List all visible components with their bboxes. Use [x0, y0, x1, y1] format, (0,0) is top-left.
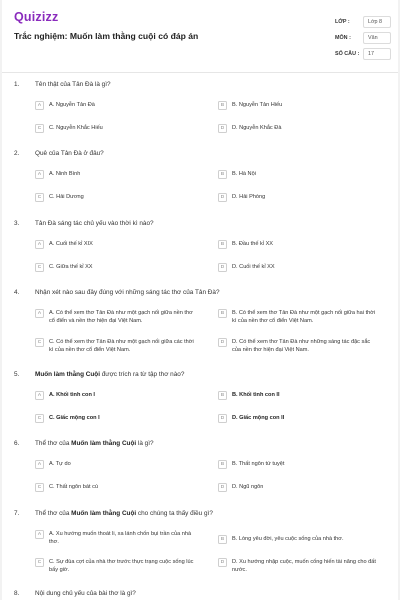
option-text: C. Giữa thế kỉ XX	[49, 264, 93, 270]
question-6	[14, 440, 390, 490]
option-text: B. Đầu thế kỉ XX	[232, 241, 274, 247]
option-text: D. Ngũ ngôn	[232, 484, 264, 490]
meta-label: MÔN :	[335, 34, 351, 41]
option-text: B. Thất ngôn tứ tuyệt	[232, 461, 285, 467]
option-badge: D	[218, 124, 227, 133]
option-badge: C	[35, 263, 44, 272]
option-a[interactable]	[35, 461, 197, 469]
option-text: D. Có thể xem thơ Tản Đà như những sáng tác đặc sắc của nền thơ hiện đại Việt Nam.	[232, 339, 371, 353]
option-b[interactable]	[218, 171, 380, 179]
meta-label: SỐ CÂU :	[335, 50, 360, 57]
option-text: C. Giấc mộng con I	[49, 415, 100, 421]
option-d[interactable]	[218, 264, 380, 272]
option-badge: C	[35, 414, 44, 423]
option-badge: B	[218, 240, 227, 249]
option-badge: B	[218, 460, 227, 469]
option-a[interactable]	[35, 171, 197, 179]
option-badge: C	[35, 483, 44, 492]
question-8	[14, 590, 390, 600]
option-c[interactable]	[35, 484, 197, 492]
option-text: C. Nguyễn Khắc Hiếu	[49, 125, 103, 131]
option-text: C. Sự đùa cợt của nhà thơ trước thực trạng cuộc sống lúc bấy giờ.	[49, 559, 194, 573]
question-number: 7.	[14, 510, 20, 517]
option-badge: A	[35, 240, 44, 249]
header-divider	[2, 72, 398, 73]
option-badge: C	[35, 558, 44, 567]
question-2	[14, 150, 390, 200]
option-badge: B	[218, 101, 227, 110]
poem-title: Muốn làm thằng Cuội	[35, 371, 100, 378]
quizizz-logo: Quizizz	[14, 10, 59, 24]
option-text: D. Nguyễn Khắc Đà	[232, 125, 282, 131]
question-text	[35, 371, 184, 378]
question-number: 5.	[14, 371, 20, 378]
option-text: A. Nguyễn Tản Đà	[49, 102, 95, 108]
question-text	[35, 440, 154, 447]
option-badge: C	[35, 124, 44, 133]
option-badge: D	[218, 483, 227, 492]
question-7	[14, 510, 390, 573]
option-badge: B	[218, 309, 227, 318]
option-a[interactable]	[35, 392, 197, 400]
option-c[interactable]	[35, 194, 197, 202]
option-c[interactable]	[35, 415, 197, 423]
option-d[interactable]	[218, 125, 380, 133]
question-3	[14, 220, 390, 270]
option-badge: D	[218, 558, 227, 567]
meta-panel	[335, 14, 391, 62]
meta-row-grade	[335, 14, 391, 29]
option-b[interactable]	[218, 241, 380, 249]
question-number: 2.	[14, 150, 20, 157]
option-text: A. Ninh Bình	[49, 171, 81, 177]
option-text: A. Tự do	[49, 461, 71, 467]
option-text: C. Hải Dương	[49, 194, 84, 200]
option-b[interactable]	[218, 461, 380, 469]
option-text: C. Thất ngôn bát cú	[49, 484, 99, 490]
option-text: D. Hải Phòng	[232, 194, 266, 200]
question-number: 3.	[14, 220, 20, 227]
option-text: A. Có thể xem thơ Tản Đà như một gạch nối giữa nền thơ cổ điển và nền thơ hiện đại Việt Nam.	[49, 310, 193, 324]
question-number: 6.	[14, 440, 20, 447]
question-text-rest: được trích ra từ tập thơ nào?	[99, 371, 185, 378]
question-text: Quê của Tản Đà ở đâu?	[35, 150, 104, 157]
option-badge: B	[218, 391, 227, 400]
meta-row-count	[335, 46, 391, 61]
option-b[interactable]	[218, 310, 380, 325]
option-badge: C	[35, 193, 44, 202]
option-text: B. Lòng yêu đời, yêu cuộc sống của nhà thơ.	[232, 536, 344, 542]
option-a[interactable]	[35, 531, 197, 546]
option-text: B. Có thể xem thơ Tản Đà như một gạch nối giữa hai thời kì của nền thơ cổ điển Việt Nam.	[232, 310, 376, 324]
question-text	[35, 510, 213, 517]
option-d[interactable]	[218, 559, 380, 574]
question-text-rest: là gì?	[136, 440, 154, 447]
question-number: 4.	[14, 289, 20, 296]
option-text: B. Nguyễn Tản Hiếu	[232, 102, 283, 108]
meta-value: Văn	[363, 32, 391, 44]
option-badge: A	[35, 460, 44, 469]
option-badge: A	[35, 309, 44, 318]
option-badge: C	[35, 338, 44, 347]
meta-label: LỚP :	[335, 18, 350, 25]
option-text: B. Hà Nội	[232, 171, 256, 177]
option-badge: B	[218, 535, 227, 544]
option-text: A. Xu hướng muốn thoát li, xa lánh chốn bụi trần của nhà thơ.	[49, 531, 192, 545]
option-text: D. Cuối thế kỉ XX	[232, 264, 275, 270]
option-text: C. Có thể xem thơ Tản Đà như một gạch nối giữa các thời kì của nền thơ cổ điển Việt Nam.	[49, 339, 194, 353]
question-4	[14, 289, 390, 353]
question-number: 1.	[14, 81, 20, 88]
question-text-pre: Thể thơ của	[35, 440, 72, 447]
option-badge: A	[35, 170, 44, 179]
option-text: D. Giấc mộng con II	[232, 415, 285, 421]
option-badge: A	[35, 101, 44, 110]
question-text-pre: Thể thơ của	[35, 510, 72, 517]
option-d[interactable]	[218, 194, 380, 202]
option-badge: A	[35, 530, 44, 539]
question-number: 8.	[14, 590, 20, 597]
poem-title: Muốn làm thằng Cuội	[71, 510, 137, 517]
option-a[interactable]	[35, 241, 197, 249]
question-text: Nhận xét nào sau đây đúng với những sáng tác thơ của Tản Đà?	[35, 289, 220, 296]
page-title: Trắc nghiệm: Muốn làm thằng cuội có đáp án	[14, 31, 199, 41]
question-text-rest: cho chúng ta thấy điều gì?	[136, 510, 213, 517]
meta-row-subject	[335, 30, 391, 45]
question-5	[14, 371, 390, 421]
option-d[interactable]	[218, 484, 380, 492]
question-1	[14, 81, 390, 131]
option-text: A. Cuối thế kỉ XIX	[49, 241, 93, 247]
option-text: D. Xu hướng nhập cuộc, muốn cống hiến tài năng cho đất nước.	[232, 559, 376, 573]
option-badge: B	[218, 170, 227, 179]
option-badge: D	[218, 193, 227, 202]
option-text: B. Khối tình con II	[232, 392, 280, 398]
option-c[interactable]	[35, 559, 197, 574]
option-a[interactable]	[35, 102, 197, 110]
option-badge: D	[218, 263, 227, 272]
option-badge: D	[218, 414, 227, 423]
poem-title: Muốn làm thằng Cuội	[71, 440, 137, 447]
option-b[interactable]	[218, 392, 380, 400]
option-d[interactable]	[218, 415, 380, 423]
meta-value: Lớp 8	[363, 16, 391, 28]
worksheet-header	[2, 0, 398, 68]
option-c[interactable]	[35, 125, 197, 133]
option-text: A. Khối tình con I	[49, 392, 95, 398]
option-c[interactable]	[35, 339, 197, 354]
question-text: Tên thật của Tản Đà là gì?	[35, 81, 111, 88]
worksheet-page	[2, 0, 398, 600]
option-b[interactable]	[218, 536, 380, 544]
question-text: Tản Đà sáng tác chủ yếu vào thời kì nào?	[35, 220, 154, 227]
option-badge: A	[35, 391, 44, 400]
question-text: Nội dung chủ yếu của bài thơ là gì?	[35, 590, 136, 597]
option-c[interactable]	[35, 264, 197, 272]
meta-value: 17	[363, 48, 391, 60]
option-b[interactable]	[218, 102, 380, 110]
option-badge: D	[218, 338, 227, 347]
option-a[interactable]	[35, 310, 197, 325]
option-d[interactable]	[218, 339, 380, 354]
